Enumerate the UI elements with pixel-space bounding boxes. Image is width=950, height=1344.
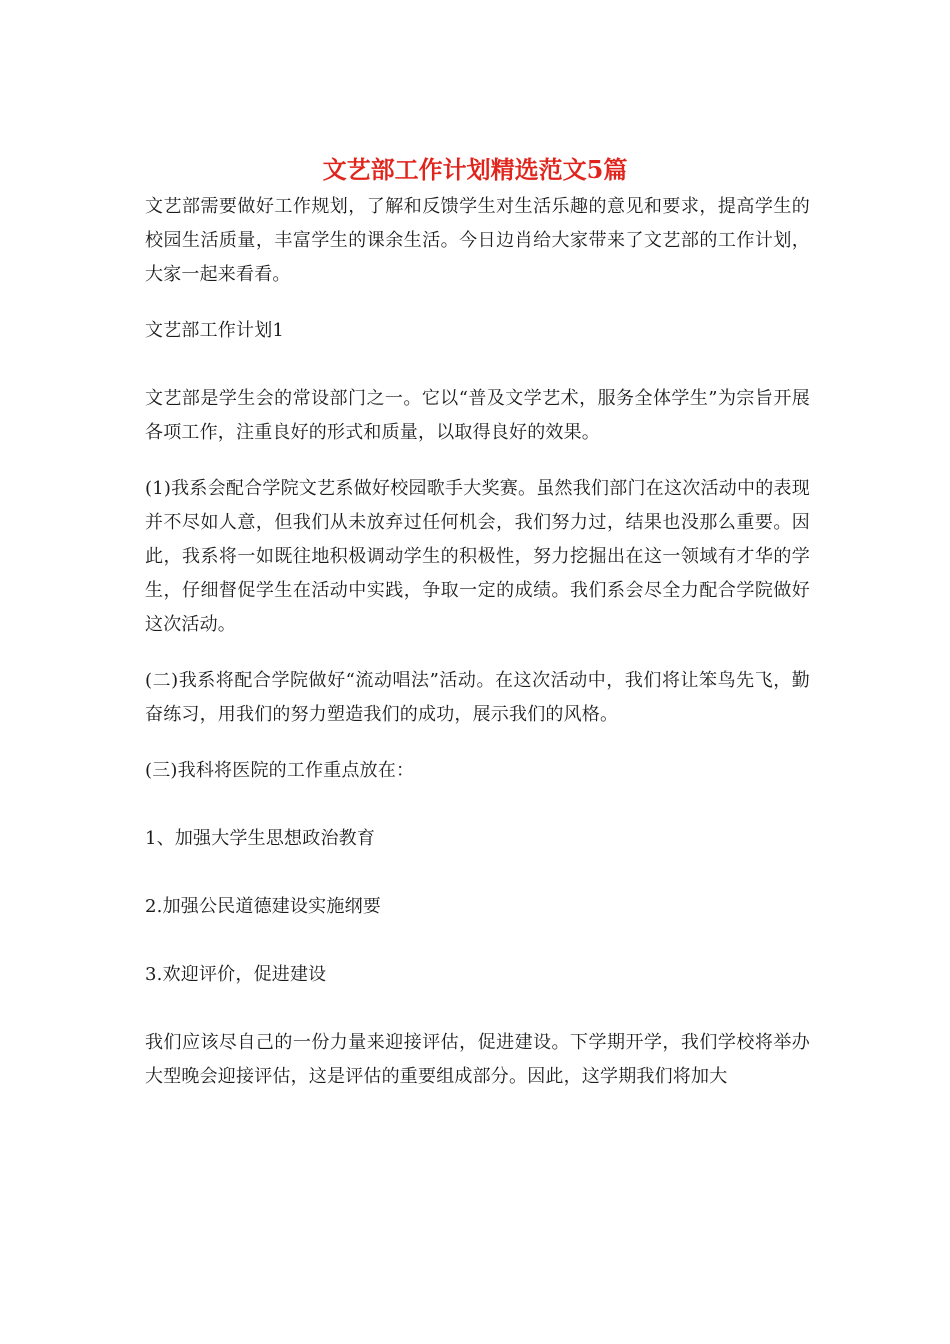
- document-title: 文艺部工作计划精选范文5篇: [322, 155, 628, 184]
- document-body: [145, 190, 810, 1116]
- body-paragraph: (三)我科将医院的工作重点放在：: [145, 760, 415, 781]
- body-paragraph: (二)我系将配合学院做好“流动唱法”活动。在这次活动中，我们将让笨鸟先飞，勤奋练习，用我们的努力塑造我们的成功，展示我们的风格。: [145, 670, 810, 725]
- section-heading: 文艺部工作计划1: [145, 320, 285, 341]
- list-item: 3.欢迎评价，促进建设: [145, 964, 327, 985]
- body-paragraph: (1)我系会配合学院文艺系做好校园歌手大奖赛。虽然我们部门在这次活动中的表现并不尽如人意，但我们从未放弃过任何机会，我们努力过，结果也没那么重要。因此，我系将一如既往地积极调动学生的积极性，努力挖掘出在这一领域有才华的学生，仔细督促学生在活动中实践，争取一定的成绩。我们系会尽全力配合学院做好这次活动。: [145, 478, 810, 635]
- list-item: 1、加强大学生思想政治教育: [145, 828, 376, 849]
- body-paragraph: 文艺部是学生会的常设部门之一。它以“普及文学艺术，服务全体学生”为宗旨开展各项工作，注重良好的形式和质量，以取得良好的效果。: [145, 388, 810, 443]
- intro-paragraph: 文艺部需要做好工作规划，了解和反馈学生对生活乐趣的意见和要求，提高学生的校园生活质量，丰富学生的课余生活。今日边肖给大家带来了文艺部的工作计划，大家一起来看看。: [145, 196, 810, 285]
- list-item: 2.加强公民道德建设实施纲要: [145, 896, 381, 917]
- body-paragraph: 我们应该尽自己的一份力量来迎接评估，促进建设。下学期开学，我们学校将举办大型晚会迎接评估，这是评估的重要组成部分。因此，这学期我们将加大: [145, 1032, 810, 1087]
